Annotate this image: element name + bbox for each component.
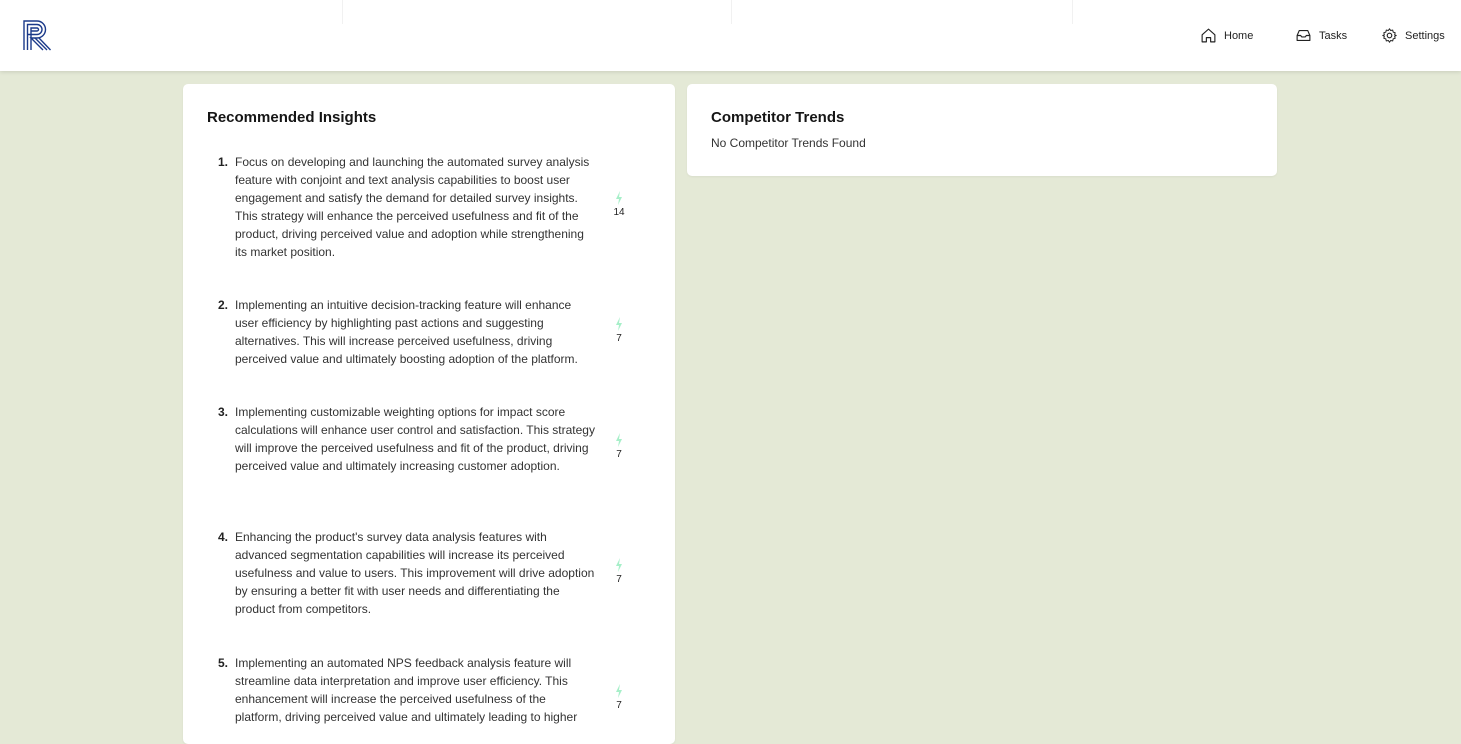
insight-number: 4. (218, 530, 229, 544)
impact-score (609, 191, 629, 218)
insight-text: Focus on developing and launching the automated survey analysis feature with conjoint and text analysis capabilities to boost user engagement and satisfy the demand for detailed survey insights. This strategy will enhance the perceived usefulness and fit of the product, driving perceived value and adoption while strengthening its market position. (235, 155, 590, 259)
trends-title: Competitor Trends (711, 109, 845, 126)
impact-score (609, 317, 629, 344)
divider (731, 0, 732, 24)
impact-value: 7 (616, 449, 622, 460)
nav-settings[interactable] (1381, 0, 1445, 71)
impact-value: 7 (616, 574, 622, 585)
insights-title: Recommended Insights (207, 109, 377, 126)
insight-text: Implementing an intuitive decision-tracking feature will enhance user efficiency by highlighting past actions and suggesting alternatives. This will increase perceived usefulness, driving perceived value and ultimately boosting adoption of the platform. (235, 298, 578, 366)
nav-settings-label: Settings (1405, 29, 1445, 42)
impact-score (609, 558, 629, 585)
divider (1072, 0, 1073, 24)
lightning-icon (615, 433, 623, 447)
divider (342, 0, 343, 24)
nav-tasks[interactable] (1295, 0, 1347, 71)
insight-text: Implementing customizable weighting options for impact score calculations will enhance user control and satisfaction. This strategy will improve the perceived usefulness and fit of the product, driving perceived value and ultimately increasing customer adoption. (235, 405, 595, 473)
lightning-icon (615, 317, 623, 331)
insight-number: 5. (218, 656, 229, 670)
insight-text: Enhancing the product's survey data analysis features with advanced segmentation capabilities will increase its perceived usefulness and value to users. This improvement will drive adoption by ensuring a better fit with user needs and differentiating the product from competitors. (235, 530, 595, 616)
lightning-icon (615, 191, 623, 205)
gear-icon (1381, 27, 1398, 44)
insight-number: 3. (218, 405, 229, 419)
impact-value: 7 (616, 700, 622, 711)
insight-text: Implementing an automated NPS feedback analysis feature will streamline data interpretation and improve user efficiency. This enhancement will increase the perceived usefulness of the platform, driving perceived value and ultimately leading to higher (235, 656, 578, 724)
impact-score (609, 433, 629, 460)
impact-value: 14 (613, 207, 625, 218)
logo-icon[interactable] (22, 19, 52, 51)
trends-empty-message: No Competitor Trends Found (711, 136, 866, 150)
impact-score (609, 684, 629, 711)
home-icon (1200, 27, 1217, 44)
top-navigation-bar (0, 0, 1461, 71)
nav-tasks-label: Tasks (1319, 29, 1348, 42)
tray-icon (1295, 27, 1312, 44)
impact-value: 7 (616, 333, 622, 344)
competitor-trends-card (687, 84, 1277, 176)
nav-home-label: Home (1224, 29, 1254, 42)
insight-number: 2. (218, 298, 229, 312)
nav-home[interactable] (1200, 0, 1253, 71)
recommended-insights-card (183, 84, 675, 744)
insight-number: 1. (218, 155, 229, 169)
lightning-icon (615, 684, 623, 698)
lightning-icon (615, 558, 623, 572)
